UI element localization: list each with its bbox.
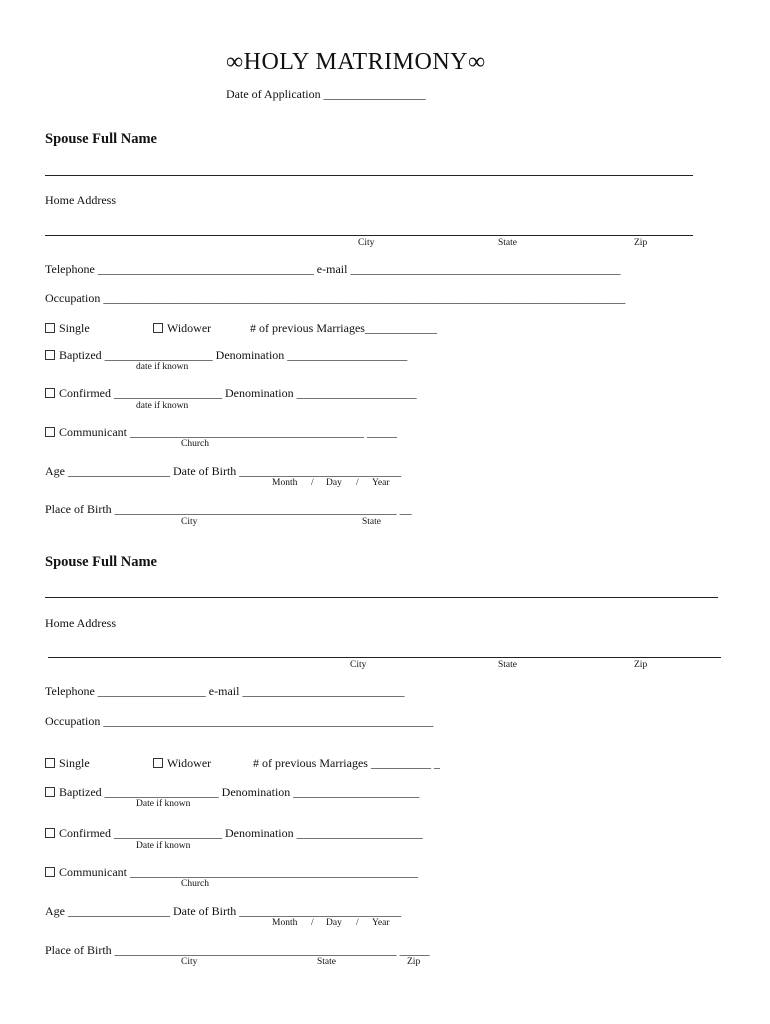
spouse2-age-dob[interactable]: Age _________________ Date of Birth ___________________________	[45, 904, 402, 918]
spouse1-confirmed-row[interactable]	[45, 387, 417, 399]
spouse2-month-caption: Month	[272, 918, 298, 928]
spouse2-heading: Spouse Full Name	[45, 554, 157, 570]
spouse1-confirmed-hint: date if known	[136, 401, 189, 411]
spouse1-state-caption: State	[498, 238, 517, 248]
communicant-checkbox-icon[interactable]	[45, 427, 55, 437]
spouse2-place-of-birth[interactable]: Place of Birth _______________________________________________ _____	[45, 943, 430, 957]
spouse1-age-dob[interactable]: Age _________________ Date of Birth ___________________________	[45, 464, 402, 478]
spouse1-single-label: Single	[59, 321, 90, 335]
spouse1-prev-marriages[interactable]: # of previous Marriages____________	[250, 321, 437, 335]
spouse1-month-caption: Month	[272, 478, 298, 488]
spouse2-church-caption: Church	[181, 879, 209, 889]
spouse1-occupation[interactable]: Occupation _______________________________________________________________________________________	[45, 291, 626, 305]
spouse1-telephone-email[interactable]: Telephone ____________________________________ e-mail _____________________________________________	[45, 262, 621, 276]
spouse2-telephone-email[interactable]: Telephone __________________ e-mail ___________________________	[45, 684, 405, 698]
spouse1-year-caption: Year	[372, 478, 390, 488]
confirmed-checkbox-icon[interactable]	[45, 388, 55, 398]
spouse2-pob-city-caption: City	[181, 957, 198, 967]
spouse1-single-option[interactable]	[45, 322, 90, 334]
communicant-checkbox-icon[interactable]	[45, 867, 55, 877]
spouse1-baptized-text: Baptized __________________ Denomination ____________________	[59, 348, 408, 362]
spouse2-occupation[interactable]: Occupation _______________________________________________________	[45, 714, 434, 728]
spouse2-year-caption: Year	[372, 918, 390, 928]
spouse1-zip-caption: Zip	[634, 238, 648, 248]
spouse2-city-caption: City	[350, 660, 367, 670]
widower-checkbox-icon[interactable]	[153, 758, 163, 768]
spouse2-home-address-label: Home Address	[45, 616, 116, 630]
spouse1-day-caption: Day	[326, 478, 342, 488]
spouse2-state-caption: State	[498, 660, 517, 670]
spouse1-confirmed-text: Confirmed __________________ Denomination ____________________	[59, 386, 417, 400]
spouse1-communicant-row[interactable]	[45, 426, 397, 438]
spouse2-slash2: /	[356, 918, 359, 928]
spouse2-address-field[interactable]	[48, 657, 721, 658]
spouse1-slash1: /	[311, 478, 314, 488]
baptized-checkbox-icon[interactable]	[45, 787, 55, 797]
spouse1-baptized-hint: date if known	[136, 362, 189, 372]
spouse2-communicant-row[interactable]	[45, 866, 418, 878]
spouse1-heading: Spouse Full Name	[45, 131, 157, 147]
spouse1-pob-state-caption: State	[362, 517, 381, 527]
spouse2-confirmed-hint: Date if known	[136, 841, 191, 851]
spouse1-widower-option[interactable]	[153, 322, 211, 334]
spouse2-pob-state-caption: State	[317, 957, 336, 967]
form-title: ∞HOLY MATRIMONY∞	[226, 49, 486, 75]
spouse1-widower-label: Widower	[167, 321, 212, 335]
spouse1-pob-city-caption: City	[181, 517, 198, 527]
spouse1-home-address-label: Home Address	[45, 193, 116, 207]
spouse1-baptized-row[interactable]	[45, 349, 407, 361]
spouse2-baptized-row[interactable]	[45, 786, 419, 798]
spouse1-place-of-birth[interactable]: Place of Birth _______________________________________________ __	[45, 502, 412, 516]
single-checkbox-icon[interactable]	[45, 758, 55, 768]
spouse1-city-caption: City	[358, 238, 375, 248]
spouse2-confirmed-row[interactable]	[45, 827, 423, 839]
spouse2-pob-zip-caption: Zip	[407, 957, 421, 967]
widower-checkbox-icon[interactable]	[153, 323, 163, 333]
spouse2-slash1: /	[311, 918, 314, 928]
spouse1-address-field[interactable]	[45, 235, 693, 236]
spouse2-single-label: Single	[59, 756, 90, 770]
baptized-checkbox-icon[interactable]	[45, 350, 55, 360]
confirmed-checkbox-icon[interactable]	[45, 828, 55, 838]
spouse2-baptized-hint: Date if known	[136, 799, 191, 809]
spouse2-day-caption: Day	[326, 918, 342, 928]
spouse2-zip-caption: Zip	[634, 660, 648, 670]
spouse2-communicant-text: Communicant ________________________________________________	[59, 865, 418, 879]
spouse2-widower-option[interactable]	[153, 757, 211, 769]
spouse2-prev-marriages[interactable]: # of previous Marriages __________ _	[253, 756, 440, 770]
spouse2-baptized-text: Baptized ___________________ Denomination _____________________	[59, 785, 420, 799]
single-checkbox-icon[interactable]	[45, 323, 55, 333]
spouse1-communicant-text: Communicant _______________________________________ _____	[59, 425, 397, 439]
spouse2-single-option[interactable]	[45, 757, 90, 769]
spouse2-widower-label: Widower	[167, 756, 212, 770]
spouse1-church-caption: Church	[181, 439, 209, 449]
spouse1-name-field[interactable]	[45, 175, 693, 176]
spouse2-confirmed-text: Confirmed __________________ Denomination _____________________	[59, 826, 423, 840]
spouse1-slash2: /	[356, 478, 359, 488]
spouse2-name-field[interactable]	[45, 597, 718, 598]
date-of-application[interactable]: Date of Application _________________	[226, 87, 426, 101]
